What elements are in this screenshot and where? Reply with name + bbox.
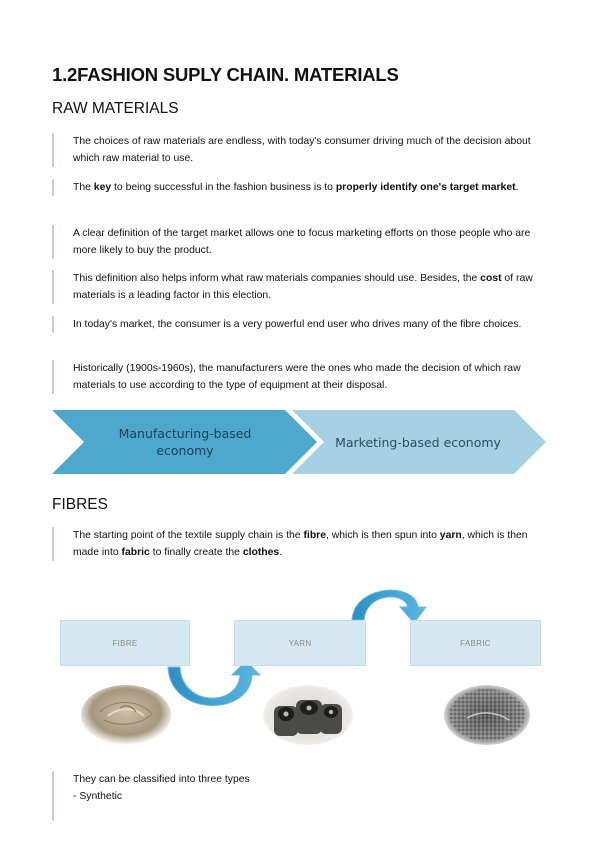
note-bold-yarn: yarn	[439, 530, 462, 541]
raw-materials-note-1	[52, 133, 546, 167]
stage-fabric	[410, 620, 541, 666]
note-text: to being successful in the fashion business is to	[111, 182, 336, 193]
note-bold-cost: cost	[480, 273, 502, 284]
note-bold-fibre: fibre	[303, 530, 326, 541]
stage-fabric-label: FABRIC	[460, 638, 491, 648]
fabric-photo	[443, 684, 531, 746]
note-text: Historically (1900s-1960s), the manufacturers were the ones who made the decision of which raw materials to use according to the type of equipment at their disposal.	[73, 363, 521, 391]
curved-arrow-down-icon	[352, 590, 426, 623]
fibre-photo	[80, 684, 172, 746]
note-text: of raw materials is a leading factor in this election.	[73, 273, 533, 301]
note-text: In today's market, the consumer is a very powerful end user who drives many of the fibre choices.	[73, 319, 522, 330]
stage-yarn-label: YARN	[288, 638, 312, 648]
fibres-heading: FIBRES	[52, 496, 108, 513]
step-manufacturing-label: Manufacturing-based economy	[118, 426, 252, 458]
note-text: The starting point of the textile supply chain is the	[73, 530, 304, 541]
fibre-type-synthetic: - Synthetic	[73, 791, 123, 802]
step-marketing-label: Marketing-based economy	[335, 434, 501, 450]
yarn-photo	[262, 684, 354, 746]
stage-yarn	[234, 620, 366, 666]
page-title: 1.2FASHION SUPLY CHAIN. MATERIALS	[52, 64, 399, 85]
raw-materials-note-5	[52, 316, 546, 333]
note-bold-target-market: properly identify one's target market	[335, 182, 516, 193]
stage-fibre-label: FIBRE	[112, 638, 138, 648]
note-bold-fabric: fabric	[121, 547, 150, 558]
raw-materials-note-4	[52, 270, 546, 304]
curved-arrow-up-icon	[168, 661, 260, 706]
note-bold-clothes: clothes	[242, 547, 280, 558]
note-text: A clear definition of the target market allows one to focus marketing efforts on those people who are more likely to buy the product.	[73, 228, 531, 256]
raw-materials-heading: RAW MATERIALS	[52, 100, 179, 117]
note-text: .	[279, 547, 283, 558]
fibres-note	[52, 527, 546, 561]
note-bold-key: key	[93, 182, 112, 193]
fibres-types-note	[52, 771, 546, 821]
fibre-types-intro: They can be classified into three types	[73, 774, 250, 785]
note-text: The choices of raw materials are endless, with today's consumer driving much of the decision about which raw material to use.	[73, 136, 531, 164]
raw-materials-note-3	[52, 225, 546, 259]
note-text: This definition also helps inform what raw materials companies should use. Besides, the	[73, 273, 481, 284]
stage-fibre	[60, 620, 190, 666]
note-text: to finally create the	[149, 547, 243, 558]
note-text: , which is then spun into	[326, 530, 440, 541]
note-text: The	[73, 182, 94, 193]
note-text: .	[515, 182, 519, 193]
note-text: , which is then made into	[73, 530, 528, 558]
raw-materials-note-6	[52, 360, 546, 394]
raw-materials-note-2	[52, 179, 546, 196]
